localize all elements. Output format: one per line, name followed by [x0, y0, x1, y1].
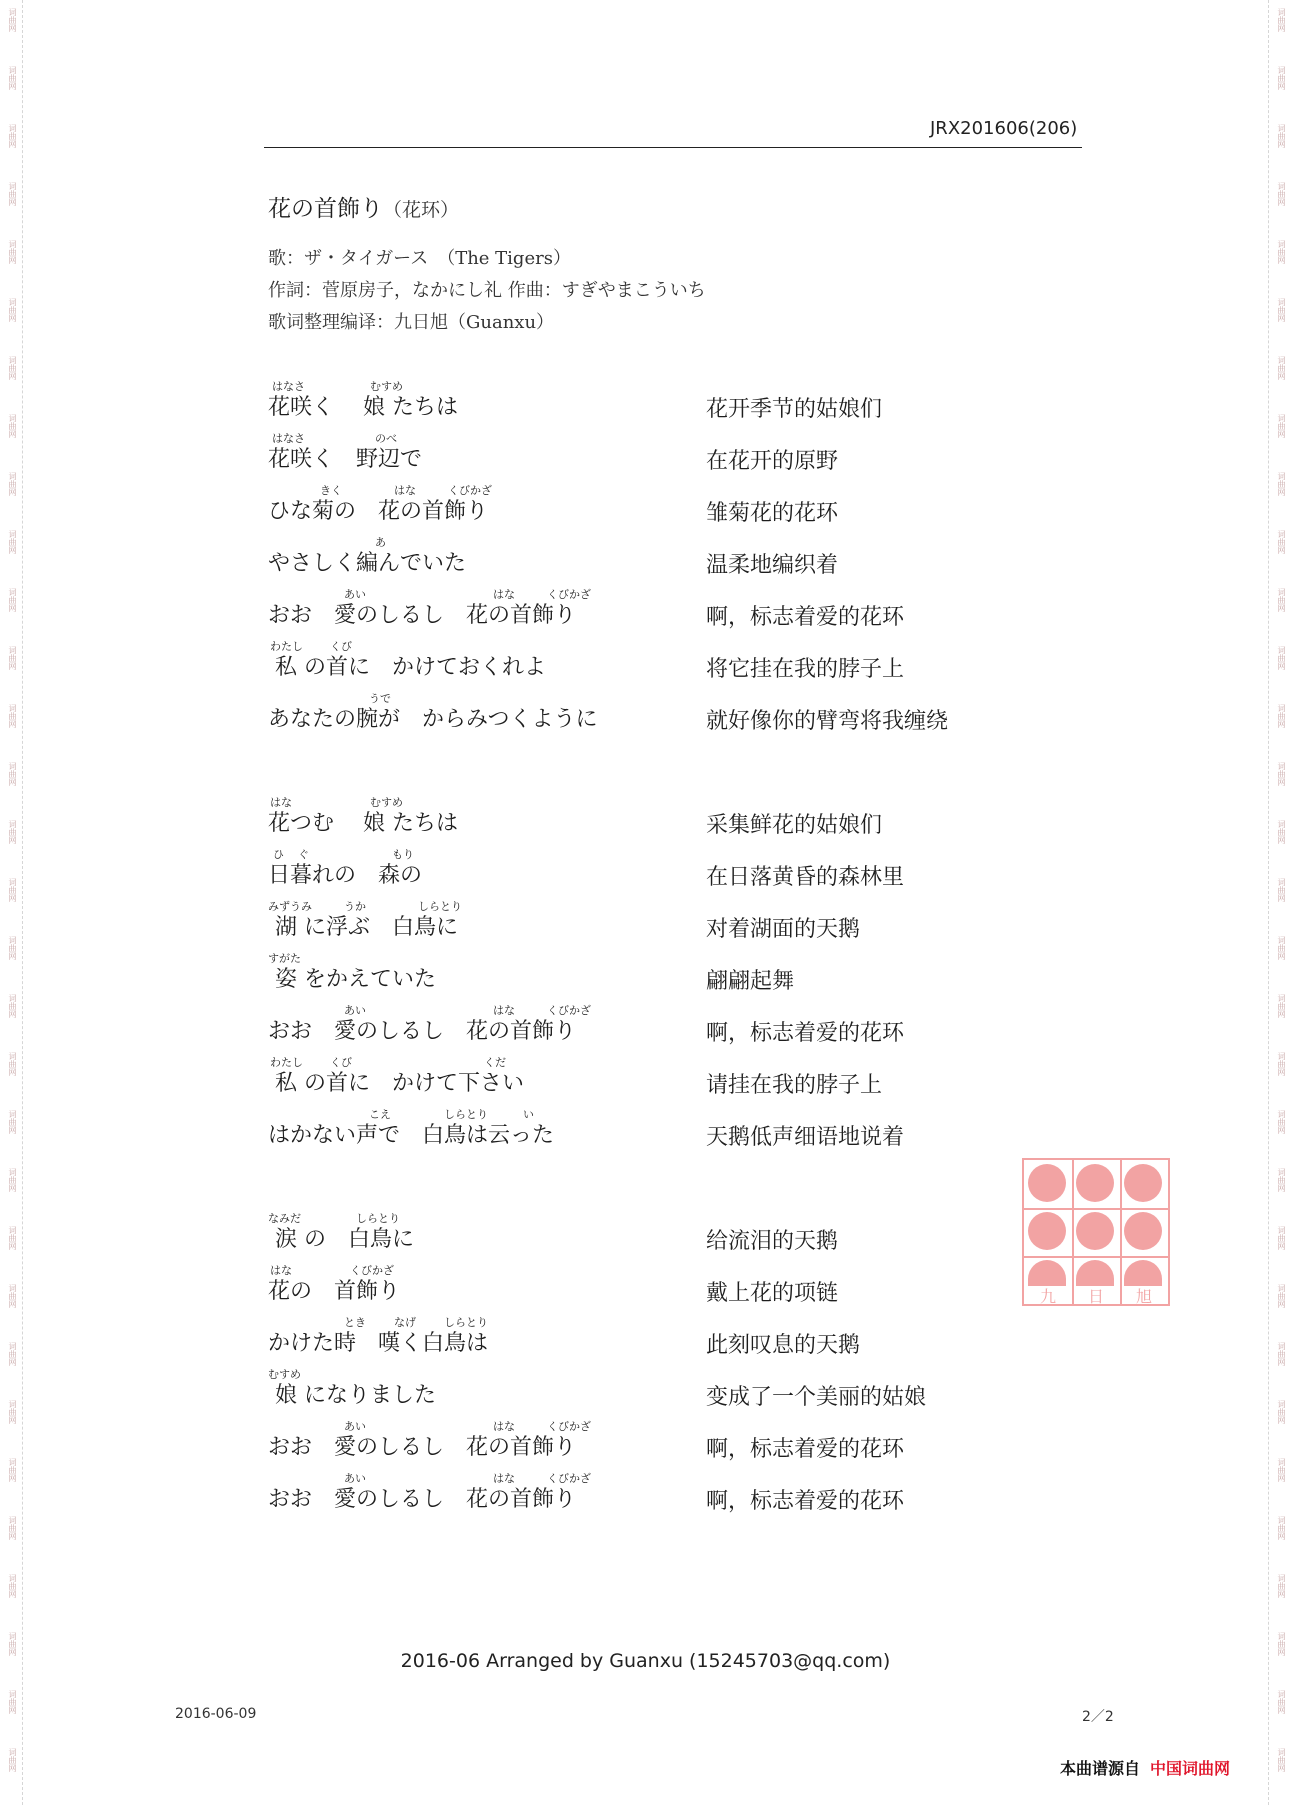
japanese-lyric: おお 愛のしるし 花の首飾り	[268, 603, 577, 628]
lyric-line-jp	[268, 430, 422, 478]
furigana: うか	[344, 900, 366, 913]
furigana: はな	[493, 1420, 515, 1433]
furigana-row	[268, 1002, 591, 1018]
seal-stamp	[1022, 1158, 1170, 1306]
chinese-translation: 天鹅低声细语地说着	[706, 1125, 905, 1150]
chinese-translation: 采集鲜花的姑娘们	[706, 813, 883, 838]
japanese-lyric: おお 愛のしるし 花の首飾り	[268, 1019, 577, 1044]
title-main: 花の首飾り	[268, 196, 383, 222]
source-brand: 中国词曲网	[1150, 1759, 1231, 1778]
watermark-mark: 词曲网	[8, 1168, 17, 1192]
furigana: とき	[344, 1316, 366, 1329]
watermark-mark: 词曲网	[8, 240, 17, 264]
watermark-mark: 词曲网	[8, 356, 17, 380]
song-title	[268, 190, 459, 223]
chinese-translation: 对着湖面的天鹅	[706, 917, 861, 942]
lyric-line-jp	[268, 1002, 591, 1050]
furigana-row	[268, 950, 436, 966]
furigana: みずうみ	[268, 900, 312, 913]
japanese-lyric: ひな菊の 花の首飾り	[268, 499, 489, 524]
seal-dot	[1076, 1164, 1114, 1202]
lyric-line-jp	[268, 690, 598, 738]
seal-dot	[1028, 1212, 1066, 1250]
watermark-mark: 词曲网	[1277, 878, 1286, 902]
left-watermark-strip	[0, 0, 23, 1805]
furigana: はな	[493, 1472, 515, 1485]
japanese-lyric: 娘 になりました	[268, 1383, 436, 1408]
furigana: すがた	[268, 952, 301, 965]
lyric-line-jp	[268, 482, 492, 530]
lyric-line-jp	[268, 638, 546, 686]
furigana: しらとり	[444, 1108, 488, 1121]
furigana: あい	[344, 1420, 366, 1433]
furigana: うで	[369, 692, 391, 705]
furigana-row	[268, 482, 492, 498]
watermark-mark: 词曲网	[1277, 936, 1286, 960]
lyric-line-jp	[268, 1314, 488, 1362]
header-rule	[264, 147, 1082, 148]
right-watermark-strip	[1268, 0, 1291, 1805]
watermark-mark: 词曲网	[1277, 1168, 1286, 1192]
furigana: むすめ	[370, 380, 403, 393]
watermark-mark: 词曲网	[8, 1052, 17, 1076]
watermark-mark: 词曲网	[8, 66, 17, 90]
chinese-translation: 雏菊花的花环	[706, 501, 839, 526]
furigana: しらとり	[444, 1316, 488, 1329]
furigana: くびかざ	[547, 1472, 591, 1485]
japanese-lyric: はかない声で 白鳥は云った	[268, 1123, 555, 1148]
watermark-mark: 词曲网	[1277, 646, 1286, 670]
watermark-mark: 词曲网	[1277, 1110, 1286, 1134]
lyric-line-jp	[268, 950, 436, 998]
chinese-translation: 翩翩起舞	[706, 969, 795, 994]
furigana-row	[268, 846, 422, 862]
print-date: 2016-06-09	[175, 1706, 257, 1722]
chinese-translation: 戴上花的项链	[706, 1281, 839, 1306]
translator-line: 歌词整理编译：九日旭（Guanxu）	[268, 312, 555, 333]
furigana: はな	[394, 484, 416, 497]
japanese-lyric: かけた時 嘆く白鳥は	[268, 1331, 489, 1356]
furigana: もり	[392, 848, 414, 861]
watermark-mark: 词曲网	[1277, 356, 1286, 380]
watermark-mark: 词曲网	[1277, 1400, 1286, 1424]
furigana: わたし	[270, 640, 303, 653]
watermark-mark: 词曲网	[8, 182, 17, 206]
document-code: JRX201606(206)	[930, 118, 1078, 139]
watermark-mark: 词曲网	[8, 298, 17, 322]
watermark-mark: 词曲网	[8, 646, 17, 670]
watermark-mark: 词曲网	[1277, 1574, 1286, 1598]
watermark-mark: 词曲网	[1277, 1052, 1286, 1076]
furigana: むすめ	[370, 796, 403, 809]
source-credit	[1060, 1756, 1230, 1779]
furigana: あい	[344, 588, 366, 601]
furigana-row	[268, 534, 466, 550]
japanese-lyric: 姿 をかえていた	[268, 967, 436, 992]
japanese-lyric: 湖 に浮ぶ 白鳥に	[268, 915, 458, 940]
furigana: こえ	[369, 1108, 391, 1121]
furigana: くびかざ	[547, 1420, 591, 1433]
furigana: むすめ	[268, 1368, 301, 1381]
japanese-lyric: 花つむ 娘 たちは	[268, 811, 458, 836]
watermark-mark: 词曲网	[8, 1400, 17, 1424]
watermark-mark: 词曲网	[8, 472, 17, 496]
watermark-mark: 词曲网	[8, 8, 17, 32]
chinese-translation: 啊，标志着爱的花环	[706, 1437, 905, 1462]
seal-divider	[1120, 1160, 1122, 1304]
furigana: はなさ	[272, 432, 305, 445]
singer-line: 歌：ザ・タイガース （The Tigers）	[268, 248, 571, 269]
watermark-mark: 词曲网	[1277, 1748, 1286, 1772]
watermark-mark: 词曲网	[1277, 124, 1286, 148]
watermark-mark: 词曲网	[8, 820, 17, 844]
furigana-row	[268, 794, 458, 810]
furigana: きく	[320, 484, 342, 497]
lyric-line-jp	[268, 586, 591, 634]
lyric-line-jp	[268, 846, 422, 894]
japanese-lyric: おお 愛のしるし 花の首飾り	[268, 1435, 577, 1460]
lyric-line-jp	[268, 378, 458, 426]
writers-line: 作詞：菅原房子，なかにし礼 作曲：すぎやまこういち	[268, 280, 706, 301]
watermark-mark: 词曲网	[8, 1342, 17, 1366]
watermark-mark: 词曲网	[8, 1748, 17, 1772]
furigana: あい	[344, 1472, 366, 1485]
seal-dot	[1124, 1164, 1162, 1202]
furigana-row	[268, 1054, 524, 1070]
lyric-line-jp	[268, 1054, 524, 1102]
watermark-mark: 词曲网	[8, 588, 17, 612]
watermark-mark: 词曲网	[8, 1110, 17, 1134]
furigana-row	[268, 1314, 488, 1330]
watermark-mark: 词曲网	[1277, 1284, 1286, 1308]
seal-dot	[1124, 1212, 1162, 1250]
furigana: しらとり	[418, 900, 462, 913]
watermark-mark: 词曲网	[1277, 298, 1286, 322]
watermark-mark: 词曲网	[1277, 8, 1286, 32]
chinese-translation: 在花开的原野	[706, 449, 839, 474]
furigana-row	[268, 1106, 554, 1122]
watermark-mark: 词曲网	[8, 878, 17, 902]
watermark-mark: 词曲网	[1277, 762, 1286, 786]
furigana: しらとり	[356, 1212, 400, 1225]
lyric-line-jp	[268, 1418, 591, 1466]
seal-dot	[1076, 1260, 1114, 1286]
chinese-translation: 温柔地编织着	[706, 553, 839, 578]
seal-dot	[1124, 1260, 1162, 1286]
seal-character: 日	[1087, 1287, 1104, 1306]
chinese-translation: 在日落黄昏的森林里	[706, 865, 905, 890]
japanese-lyric: 私 の首に かけて下さい	[268, 1071, 524, 1096]
furigana: はな	[270, 796, 292, 809]
chinese-translation: 啊，标志着爱的花环	[706, 1021, 905, 1046]
arranger-credit: 2016-06 Arranged by Guanxu (15245703@qq.com)	[400, 1650, 891, 1672]
furigana: ぐ	[298, 848, 309, 861]
chinese-translation: 啊，标志着爱的花环	[706, 1489, 905, 1514]
lyric-line-jp	[268, 1262, 400, 1310]
lyric-line-jp	[268, 534, 466, 582]
watermark-mark: 词曲网	[1277, 1342, 1286, 1366]
seal-character: 旭	[1135, 1287, 1152, 1306]
seal-character: 九	[1039, 1287, 1056, 1306]
furigana: はなさ	[272, 380, 305, 393]
furigana-row	[268, 638, 546, 654]
chinese-translation: 此刻叹息的天鹅	[706, 1333, 861, 1358]
japanese-lyric: 涙 の 白鳥に	[268, 1227, 414, 1252]
chinese-translation: 给流泪的天鹅	[706, 1229, 839, 1254]
furigana: あい	[344, 1004, 366, 1017]
furigana: なげ	[394, 1316, 416, 1329]
chinese-translation: 花开季节的姑娘们	[706, 397, 883, 422]
watermark-mark: 词曲网	[8, 762, 17, 786]
watermark-mark: 词曲网	[8, 124, 17, 148]
seal-divider	[1024, 1208, 1168, 1210]
watermark-mark: 词曲网	[1277, 240, 1286, 264]
lyric-line-jp	[268, 1470, 591, 1518]
watermark-mark: 词曲网	[1277, 414, 1286, 438]
page-number: 2／2	[1082, 1709, 1114, 1725]
title-translation: （花环）	[383, 199, 460, 221]
furigana: くび	[330, 640, 352, 653]
furigana: い	[523, 1108, 534, 1121]
japanese-lyric: 花咲く 娘 たちは	[268, 395, 458, 420]
watermark-mark: 词曲网	[8, 936, 17, 960]
furigana-row	[268, 1470, 591, 1486]
watermark-mark: 词曲网	[8, 1574, 17, 1598]
watermark-mark: 词曲网	[8, 994, 17, 1018]
japanese-lyric: 私 の首に かけておくれよ	[268, 655, 546, 680]
lyric-line-jp	[268, 1366, 436, 1414]
seal-divider	[1024, 1256, 1168, 1258]
watermark-mark: 词曲网	[1277, 994, 1286, 1018]
furigana: くび	[330, 1056, 352, 1069]
furigana-row	[268, 378, 458, 394]
watermark-mark: 词曲网	[1277, 1516, 1286, 1540]
watermark-mark: 词曲网	[1277, 182, 1286, 206]
watermark-mark: 词曲网	[1277, 66, 1286, 90]
furigana: あ	[375, 536, 386, 549]
furigana: くびかざ	[547, 1004, 591, 1017]
furigana-row	[268, 1418, 591, 1434]
chinese-translation: 将它挂在我的脖子上	[706, 657, 905, 682]
furigana: はな	[493, 1004, 515, 1017]
watermark-mark: 词曲网	[8, 1458, 17, 1482]
watermark-mark: 词曲网	[8, 1690, 17, 1714]
chinese-translation: 请挂在我的脖子上	[706, 1073, 883, 1098]
lyric-line-jp	[268, 898, 462, 946]
furigana: はな	[493, 588, 515, 601]
seal-dot	[1028, 1260, 1066, 1286]
furigana: のべ	[375, 432, 397, 445]
watermark-mark: 词曲网	[1277, 1632, 1286, 1656]
watermark-mark: 词曲网	[1277, 704, 1286, 728]
watermark-mark: 词曲网	[8, 704, 17, 728]
lyric-line-jp	[268, 794, 458, 842]
furigana: ひ	[273, 848, 284, 861]
source-label: 本曲谱源自	[1060, 1759, 1141, 1778]
furigana-row	[268, 898, 462, 914]
chinese-translation: 就好像你的臂弯将我缠绕	[706, 709, 949, 734]
watermark-mark: 词曲网	[8, 1632, 17, 1656]
watermark-mark: 词曲网	[1277, 472, 1286, 496]
furigana: くだ	[484, 1056, 506, 1069]
furigana-row	[268, 586, 591, 602]
furigana: はな	[270, 1264, 292, 1277]
watermark-mark: 词曲网	[1277, 820, 1286, 844]
watermark-mark: 词曲网	[8, 1516, 17, 1540]
watermark-mark: 词曲网	[8, 414, 17, 438]
watermark-mark: 词曲网	[1277, 1690, 1286, 1714]
japanese-lyric: やさしく編んでいた	[268, 551, 467, 576]
watermark-mark: 词曲网	[8, 1284, 17, 1308]
watermark-mark: 词曲网	[1277, 530, 1286, 554]
watermark-mark: 词曲网	[8, 530, 17, 554]
furigana-row	[268, 1262, 400, 1278]
chinese-translation: 啊，标志着爱的花环	[706, 605, 905, 630]
watermark-mark: 词曲网	[1277, 588, 1286, 612]
japanese-lyric: おお 愛のしるし 花の首飾り	[268, 1487, 577, 1512]
furigana-row	[268, 1210, 414, 1226]
watermark-mark: 词曲网	[1277, 1458, 1286, 1482]
furigana: わたし	[270, 1056, 303, 1069]
furigana-row	[268, 1366, 436, 1382]
furigana: なみだ	[268, 1212, 301, 1225]
watermark-mark: 词曲网	[8, 1226, 17, 1250]
watermark-mark: 词曲网	[1277, 1226, 1286, 1250]
seal-dot	[1076, 1212, 1114, 1250]
japanese-lyric: 花咲く 野辺で	[268, 447, 423, 472]
japanese-lyric: 日暮れの 森の	[268, 863, 423, 888]
furigana-row	[268, 430, 422, 446]
furigana-row	[268, 690, 598, 706]
lyric-line-jp	[268, 1210, 414, 1258]
japanese-lyric: 花の 首飾り	[268, 1279, 401, 1304]
furigana: くびかざ	[547, 588, 591, 601]
chinese-translation: 变成了一个美丽的姑娘	[706, 1385, 927, 1410]
furigana: くびかざ	[350, 1264, 394, 1277]
seal-divider	[1072, 1160, 1074, 1304]
furigana: くびかざ	[448, 484, 492, 497]
lyric-line-jp	[268, 1106, 554, 1154]
seal-dot	[1028, 1164, 1066, 1202]
japanese-lyric: あなたの腕が からみつくように	[268, 707, 598, 732]
